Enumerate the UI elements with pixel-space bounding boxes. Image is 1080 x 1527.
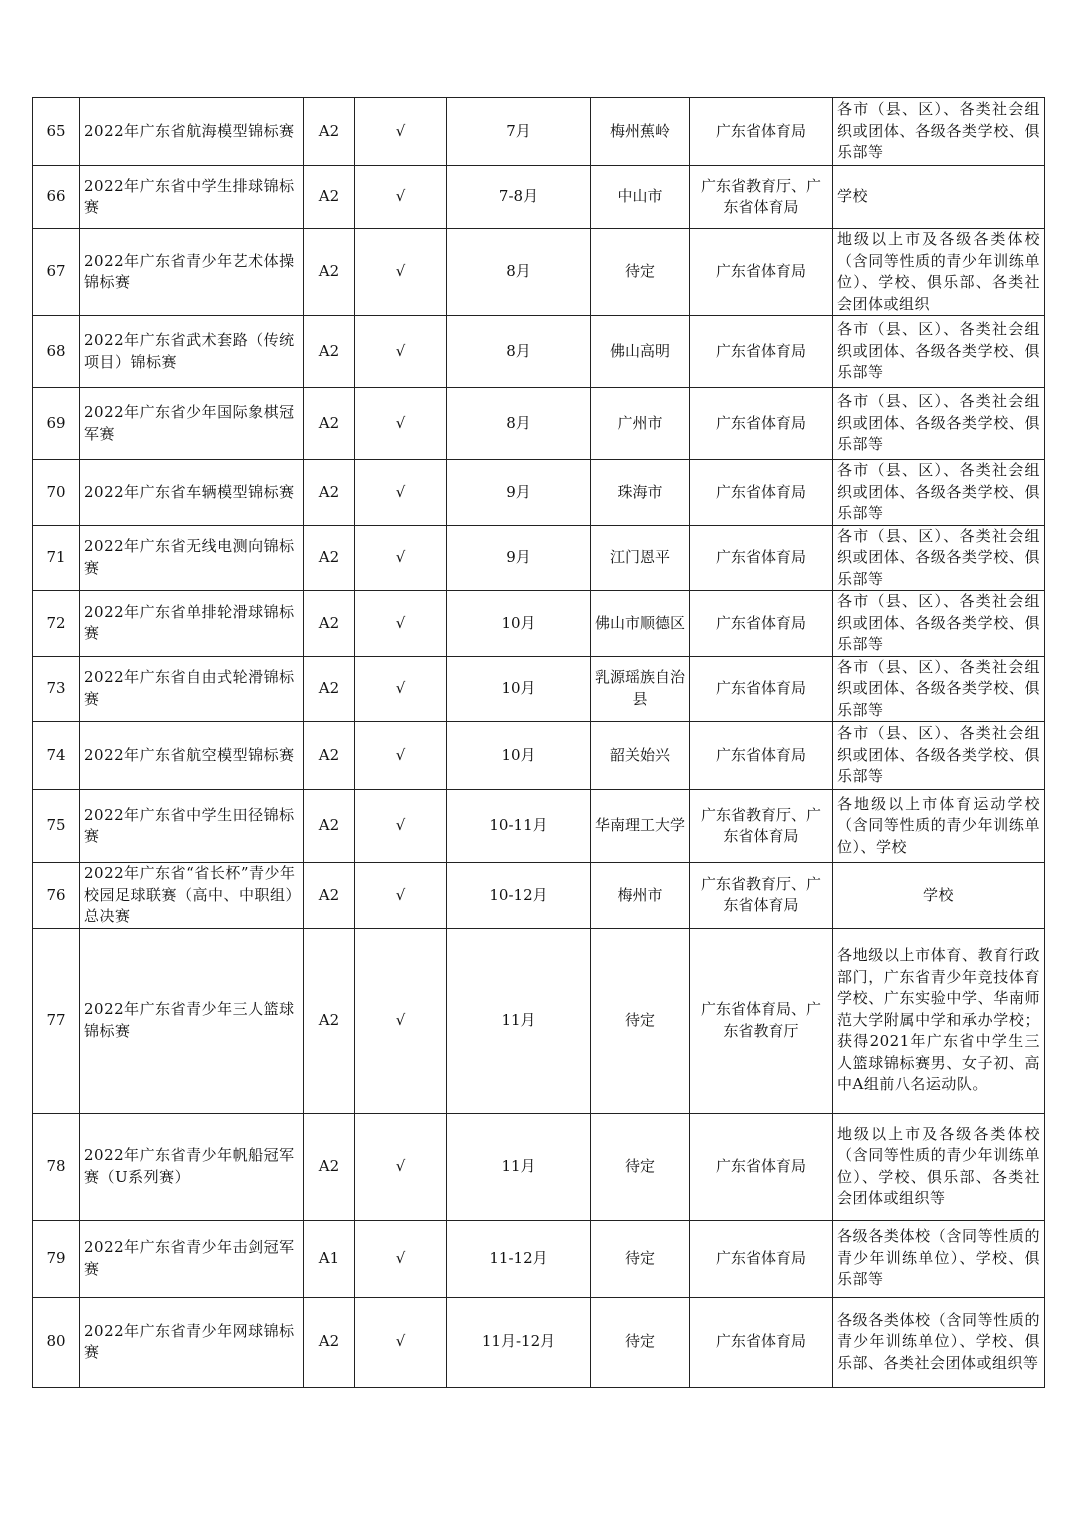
organizer: 广东省体育局 [690,316,833,388]
event-time: 11-12月 [447,1220,591,1297]
check-mark: √ [355,316,447,388]
event-venue: 珠海市 [591,460,690,526]
row-number: 72 [33,591,80,657]
event-venue: 佛山高明 [591,316,690,388]
event-level: A2 [304,229,355,316]
row-number: 77 [33,928,80,1113]
participant-requirements: 各地级以上市体育、教育行政部门，广东省青少年竞技体育学校、广东实验中学、华南师范大学附属中学和承办学校；获得2021年广东省中学生三人篮球锦标赛男、女子初、高中A组前八名运动队。 [833,928,1045,1113]
check-mark: √ [355,1113,447,1220]
event-level: A2 [304,525,355,591]
event-time: 10月 [447,722,591,790]
event-venue: 江门恩平 [591,525,690,591]
participant-requirements: 各地级以上市体育运动学校（含同等性质的青少年训练单位）、学校 [833,790,1045,863]
row-number: 65 [33,98,80,166]
participant-requirements: 各市（县、区）、各类社会组织或团体、各级各类学校、俱乐部等 [833,525,1045,591]
check-mark: √ [355,460,447,526]
check-mark: √ [355,928,447,1113]
event-time: 10月 [447,591,591,657]
table-row [33,388,1045,460]
event-level: A2 [304,656,355,722]
event-name: 2022年广东省无线电测向锦标赛 [80,525,304,591]
event-time: 10月 [447,656,591,722]
event-name: 2022年广东省“省长杯”青少年校园足球联赛（高中、中职组）总决赛 [80,863,304,929]
check-mark: √ [355,1297,447,1387]
row-number: 76 [33,863,80,929]
table-row [33,790,1045,863]
table-row [33,1113,1045,1220]
event-name: 2022年广东省武术套路（传统项目）锦标赛 [80,316,304,388]
event-name: 2022年广东省航空模型锦标赛 [80,722,304,790]
event-venue: 待定 [591,1113,690,1220]
check-mark: √ [355,722,447,790]
event-level: A2 [304,722,355,790]
participant-requirements: 各市（县、区）、各类社会组织或团体、各级各类学校、俱乐部等 [833,388,1045,460]
event-name: 2022年广东省青少年三人篮球锦标赛 [80,928,304,1113]
participant-requirements: 学校 [833,863,1045,929]
participant-requirements: 地级以上市及各级各类体校（含同等性质的青少年训练单位）、学校、俱乐部、各类社会团体或组织等 [833,1113,1045,1220]
participant-requirements: 各市（县、区）、各类社会组织或团体、各级各类学校、俱乐部等 [833,316,1045,388]
event-name: 2022年广东省青少年帆船冠军赛（U系列赛） [80,1113,304,1220]
event-level: A1 [304,1220,355,1297]
participant-requirements: 各市（县、区）、各类社会组织或团体、各级各类学校、俱乐部等 [833,722,1045,790]
check-mark: √ [355,656,447,722]
event-time: 7-8月 [447,166,591,229]
row-number: 70 [33,460,80,526]
organizer: 广东省体育局 [690,722,833,790]
row-number: 79 [33,1220,80,1297]
table-row [33,591,1045,657]
event-time: 8月 [447,316,591,388]
row-number: 75 [33,790,80,863]
table-row [33,460,1045,526]
event-venue: 待定 [591,229,690,316]
event-time: 10-12月 [447,863,591,929]
check-mark: √ [355,166,447,229]
event-name: 2022年广东省单排轮滑球锦标赛 [80,591,304,657]
check-mark: √ [355,525,447,591]
row-number: 67 [33,229,80,316]
row-number: 78 [33,1113,80,1220]
table-row [33,928,1045,1113]
event-time: 11月 [447,928,591,1113]
event-time: 8月 [447,388,591,460]
event-venue: 广州市 [591,388,690,460]
event-name: 2022年广东省青少年艺术体操锦标赛 [80,229,304,316]
participant-requirements: 学校 [833,166,1045,229]
row-number: 69 [33,388,80,460]
table-row [33,166,1045,229]
check-mark: √ [355,863,447,929]
row-number: 68 [33,316,80,388]
row-number: 80 [33,1297,80,1387]
check-mark: √ [355,229,447,316]
event-level: A2 [304,166,355,229]
table-row [33,525,1045,591]
organizer: 广东省体育局 [690,1297,833,1387]
event-venue: 梅州蕉岭 [591,98,690,166]
event-name: 2022年广东省青少年击剑冠军赛 [80,1220,304,1297]
event-level: A2 [304,316,355,388]
check-mark: √ [355,591,447,657]
event-venue: 佛山市顺德区 [591,591,690,657]
organizer: 广东省体育局 [690,591,833,657]
participant-requirements: 各市（县、区）、各类社会组织或团体、各级各类学校、俱乐部等 [833,591,1045,657]
event-name: 2022年广东省自由式轮滑锦标赛 [80,656,304,722]
organizer: 广东省体育局 [690,1113,833,1220]
check-mark: √ [355,1220,447,1297]
event-venue: 韶关始兴 [591,722,690,790]
event-venue: 梅州市 [591,863,690,929]
participant-requirements: 各级各类体校（含同等性质的青少年训练单位）、学校、俱乐部等 [833,1220,1045,1297]
check-mark: √ [355,790,447,863]
event-time: 7月 [447,98,591,166]
event-time: 11月-12月 [447,1297,591,1387]
organizer: 广东省体育局、广东省教育厅 [690,928,833,1113]
participant-requirements: 各市（县、区）、各类社会组织或团体、各级各类学校、俱乐部等 [833,460,1045,526]
table-row [33,1297,1045,1387]
event-name: 2022年广东省航海模型锦标赛 [80,98,304,166]
table-body [33,98,1045,1388]
event-venue: 乳源瑶族自治县 [591,656,690,722]
event-venue: 待定 [591,1220,690,1297]
event-name: 2022年广东省车辆模型锦标赛 [80,460,304,526]
organizer: 广东省教育厅、广东省体育局 [690,790,833,863]
table-row [33,98,1045,166]
table-row [33,1220,1045,1297]
row-number: 71 [33,525,80,591]
check-mark: √ [355,388,447,460]
event-venue: 待定 [591,928,690,1113]
table-row [33,229,1045,316]
event-level: A2 [304,928,355,1113]
table-row [33,863,1045,929]
organizer: 广东省教育厅、广东省体育局 [690,166,833,229]
event-name: 2022年广东省青少年网球锦标赛 [80,1297,304,1387]
organizer: 广东省体育局 [690,229,833,316]
competition-schedule-table [32,97,1045,1388]
table-row [33,722,1045,790]
participant-requirements: 各级各类体校（含同等性质的青少年训练单位）、学校、俱乐部、各类社会团体或组织等 [833,1297,1045,1387]
participant-requirements: 地级以上市及各级各类体校（含同等性质的青少年训练单位）、学校、俱乐部、各类社会团体或组织 [833,229,1045,316]
participant-requirements: 各市（县、区）、各类社会组织或团体、各级各类学校、俱乐部等 [833,656,1045,722]
row-number: 66 [33,166,80,229]
event-time: 9月 [447,525,591,591]
organizer: 广东省体育局 [690,525,833,591]
event-name: 2022年广东省少年国际象棋冠军赛 [80,388,304,460]
event-venue: 待定 [591,1297,690,1387]
row-number: 74 [33,722,80,790]
event-level: A2 [304,388,355,460]
event-level: A2 [304,591,355,657]
table-row [33,316,1045,388]
event-time: 9月 [447,460,591,526]
event-level: A2 [304,98,355,166]
organizer: 广东省体育局 [690,1220,833,1297]
event-name: 2022年广东省中学生田径锦标赛 [80,790,304,863]
check-mark: √ [355,98,447,166]
event-time: 10-11月 [447,790,591,863]
event-level: A2 [304,1113,355,1220]
event-venue: 华南理工大学 [591,790,690,863]
organizer: 广东省教育厅、广东省体育局 [690,863,833,929]
event-time: 11月 [447,1113,591,1220]
participant-requirements: 各市（县、区）、各类社会组织或团体、各级各类学校、俱乐部等 [833,98,1045,166]
row-number: 73 [33,656,80,722]
event-level: A2 [304,790,355,863]
organizer: 广东省体育局 [690,460,833,526]
event-time: 8月 [447,229,591,316]
organizer: 广东省体育局 [690,656,833,722]
organizer: 广东省体育局 [690,388,833,460]
table-row [33,656,1045,722]
event-level: A2 [304,863,355,929]
event-venue: 中山市 [591,166,690,229]
organizer: 广东省体育局 [690,98,833,166]
event-name: 2022年广东省中学生排球锦标赛 [80,166,304,229]
event-level: A2 [304,460,355,526]
event-level: A2 [304,1297,355,1387]
